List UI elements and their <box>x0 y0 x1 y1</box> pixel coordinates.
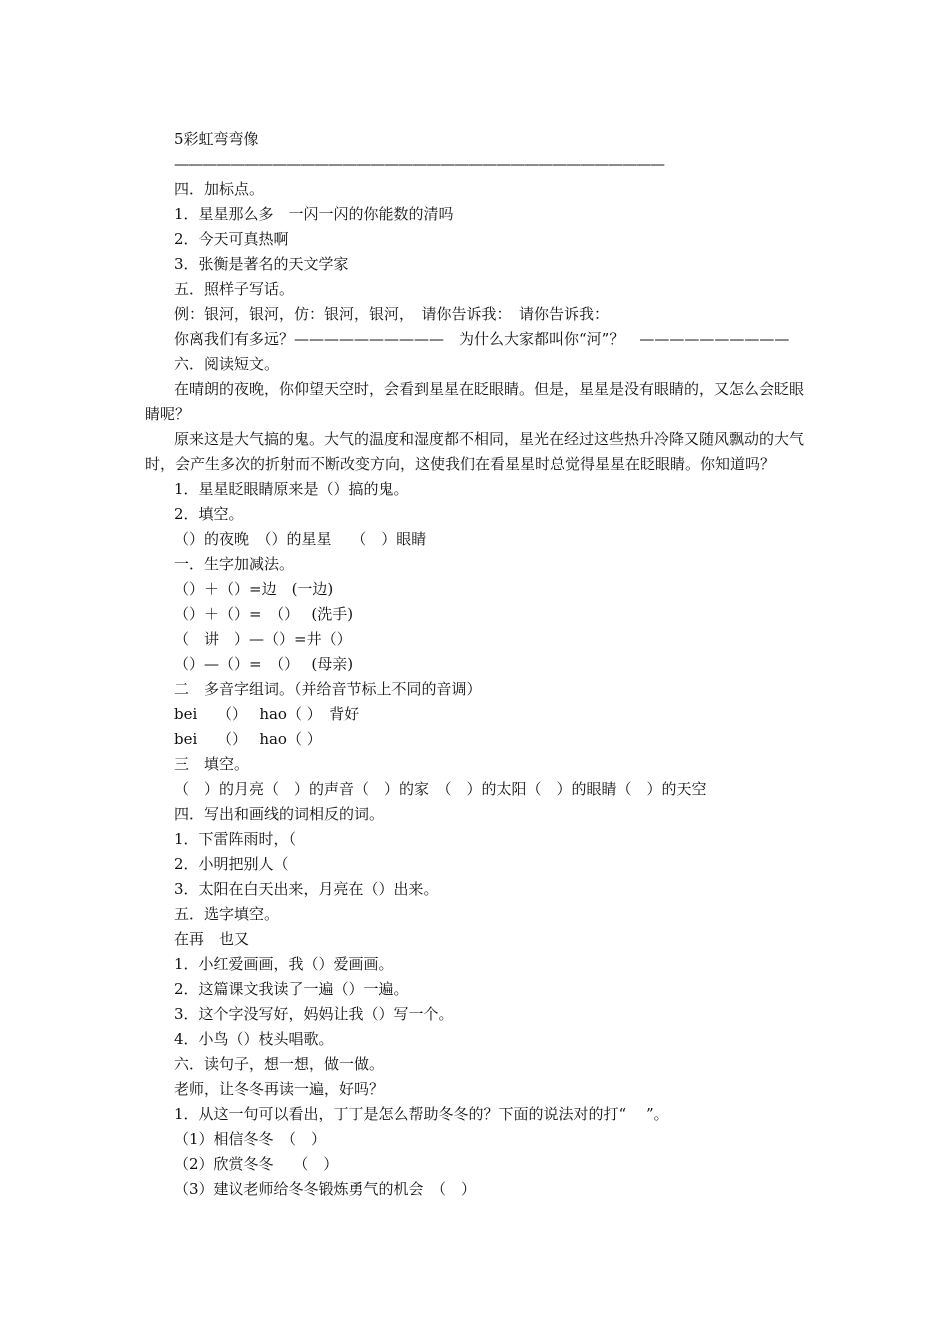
section-heading-antonyms: 四．写出和画线的词相反的词。 <box>174 805 385 823</box>
section-heading-choose: 五．选字填空。 <box>174 905 280 923</box>
section-heading-read-sentence: 六．读句子，想一想，做一做。 <box>174 1055 385 1073</box>
section-heading-characters: 一．生字加减法。 <box>174 555 295 573</box>
question-line: 2．小明把别人（ <box>174 855 289 873</box>
reading-paragraph-2-text: 原来这是大气搞的鬼。大气的温度和湿度都不相同，星光在经过这些热升冷降又随风飘动的大气时，会产生多次的折射而不断改变方向，这使我们在看星星时总觉得星星在眨眼睛。你知道吗？ <box>145 430 805 473</box>
reading-paragraph-2 <box>145 427 805 477</box>
section-heading-reading: 六．阅读短文。 <box>174 355 280 373</box>
question-line: 1．下雷阵雨时，（ <box>174 830 297 848</box>
question-line: 2．今天可真热啊 <box>174 230 289 248</box>
reading-paragraph-1-text: 在晴朗的夜晚，你仰望天空时，会看到星星在眨眼睛。但是，星星是没有眼睛的，又怎么会眨眼睛呢？ <box>145 380 805 423</box>
question-line: 3．这个字没写好，妈妈让我（）写一个。 <box>174 1005 454 1023</box>
question-line: 2．填空。 <box>174 505 244 523</box>
document-title: 5彩虹弯弯像 <box>174 130 259 148</box>
question-line: 1．从这一句可以看出，丁丁是怎么帮助冬冬的？下面的说法对的打“ ”。 <box>174 1105 669 1123</box>
question-line: 3．张衡是著名的天文学家 <box>174 255 349 273</box>
question-line: 1．星星眨眼睛原来是（）搞的鬼。 <box>174 480 409 498</box>
example-line: 例：银河，银河，仿：银河，银河， 请你告诉我： 请你告诉我： <box>174 305 610 323</box>
question-line: 4．小鸟（）枝头唱歌。 <box>174 1030 334 1048</box>
question-line: bei （） hao（ ） 背好 <box>174 705 360 723</box>
question-line: （）＋（）=边 (一边) <box>174 580 334 598</box>
quoted-sentence: 老师，让冬冬再读一遍，好吗？ <box>174 1080 385 1098</box>
option-line: （1）相信冬冬 （ ） <box>174 1130 327 1148</box>
question-line: 1．小红爱画画，我（）爱画画。 <box>174 955 394 973</box>
question-line: 2．这篇课文我读了一遍（）一遍。 <box>174 980 409 998</box>
section-heading-fill: 三 填空。 <box>174 755 250 773</box>
question-line: bei （） hao（ ） <box>174 730 322 748</box>
question-line: 3．太阳在白天出来，月亮在（）出来。 <box>174 880 439 898</box>
question-line: （）—（）= （） (母亲) <box>174 655 354 673</box>
option-line: （2）欣赏冬冬 （ ） <box>174 1155 339 1173</box>
reading-paragraph-1 <box>145 377 805 427</box>
option-line: （3）建议老师给冬冬锻炼勇气的机会 （ ） <box>174 1180 477 1198</box>
word-choices: 在再 也又 <box>174 930 250 948</box>
example-line: 你离我们有多远？—————————— 为什么大家都叫你“河”？ —————————— <box>174 330 790 348</box>
question-line: （ 讲 ）—（）=井（） <box>174 630 352 648</box>
title-rule: ——————————————————————————————————— <box>174 155 664 173</box>
question-line: （ ）的月亮（ ）的声音（ ）的家 （ ）的太阳（ ）的眼睛（ ）的天空 <box>174 780 707 798</box>
section-heading-polyphone: 二 多音字组词。（并给音节标上不同的音调） <box>174 680 482 698</box>
question-line: （）＋（）= （） (洗手) <box>174 605 354 623</box>
question-line: 1．星星那么多 一闪一闪的你能数的清吗 <box>174 205 454 223</box>
document-content <box>145 127 814 1202</box>
question-line: （）的夜晚 （）的星星 （ ）眼睛 <box>174 530 427 548</box>
section-heading-punctuation: 四．加标点。 <box>174 180 265 198</box>
section-heading-write: 五．照样子写话。 <box>174 280 295 298</box>
